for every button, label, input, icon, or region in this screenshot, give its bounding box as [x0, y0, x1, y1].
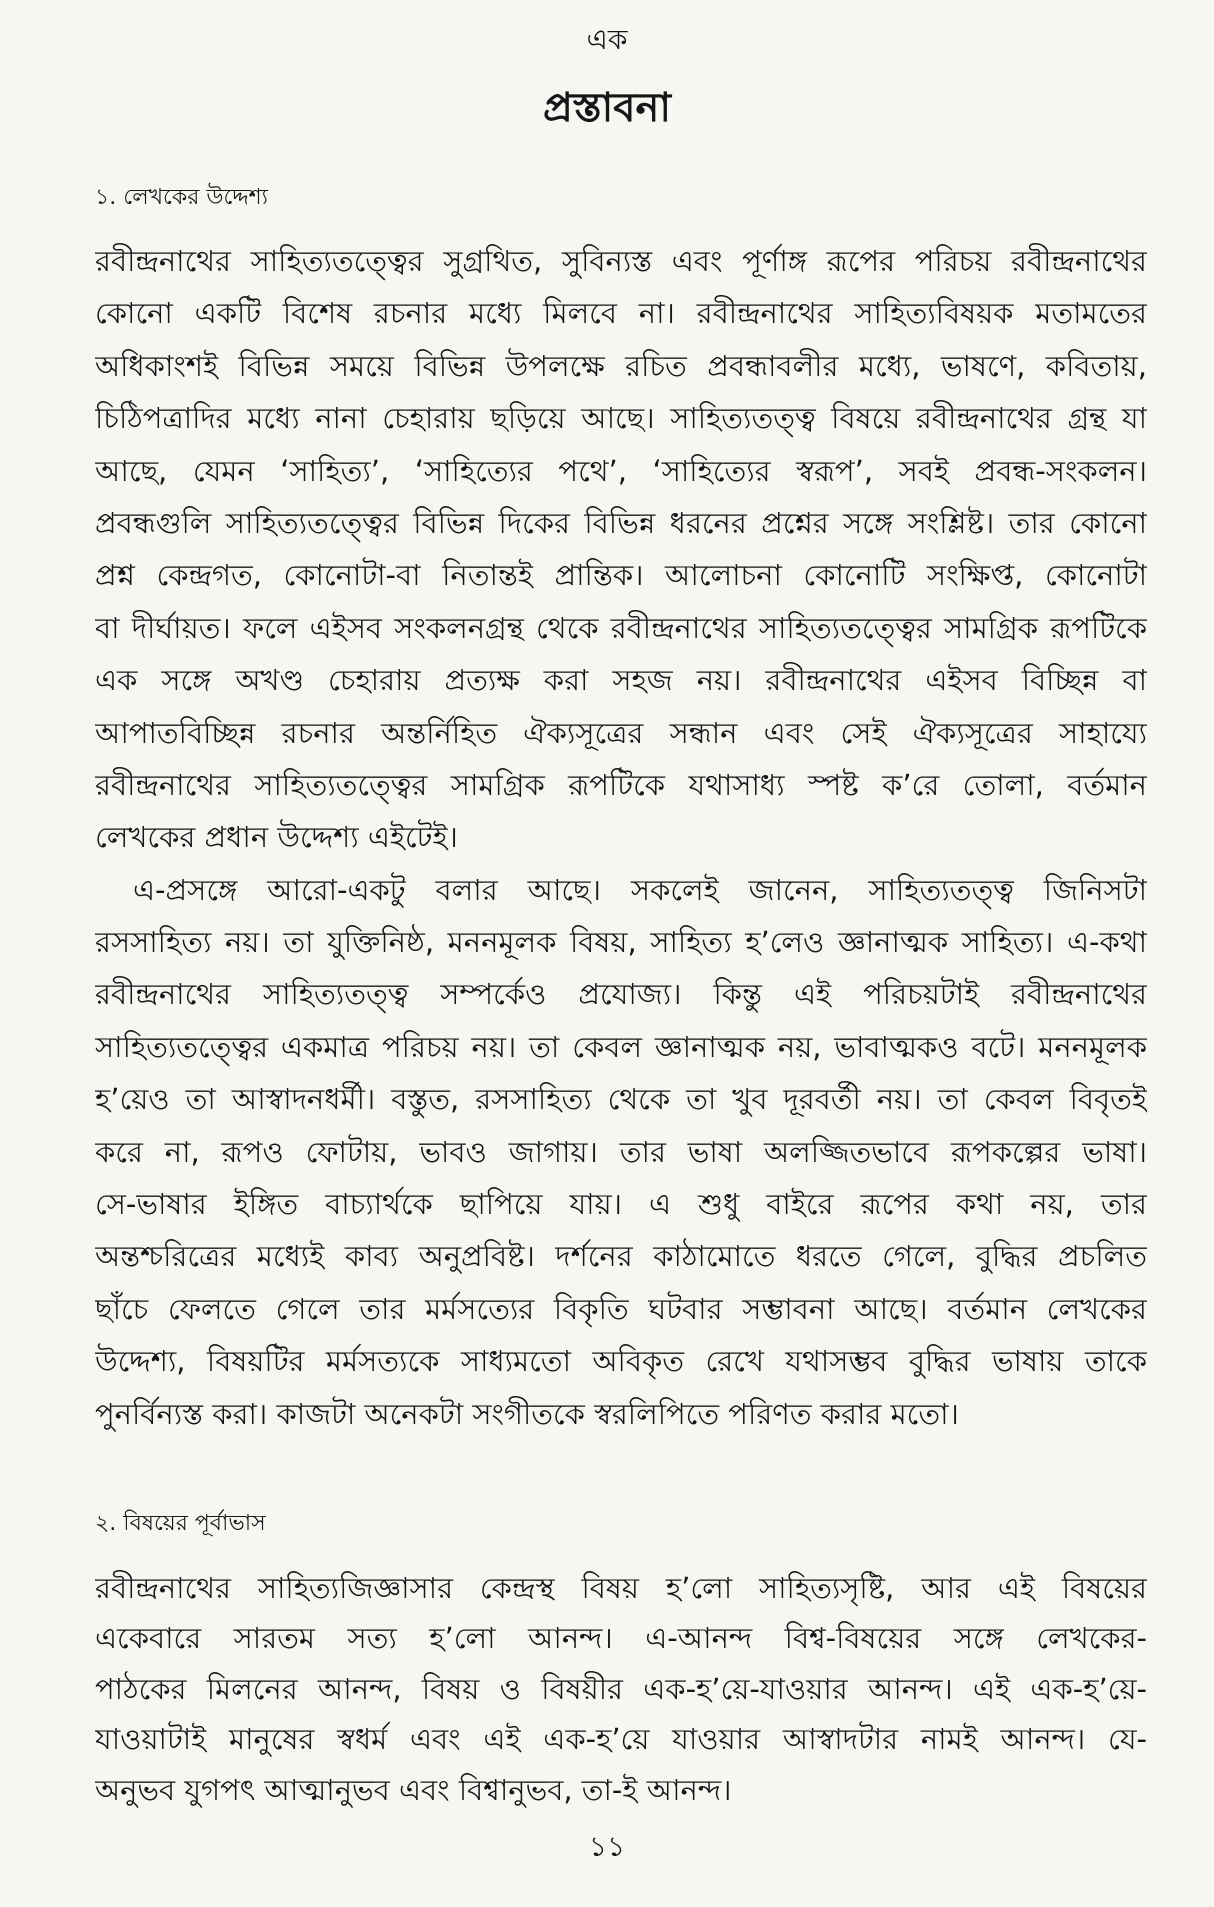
paragraph: [95, 235, 1147, 864]
text-line: পাঠকের মিলনের আনন্দ, বিষয় ও বিষয়ীর এক-হ’য়ে-যাওয়ার আনন্দ। এই এক-হ’য়ে-: [95, 1671, 1147, 1706]
text-line: রবীন্দ্রনাথের সাহিত্যজিজ্ঞাসার কেন্দ্রস্থ বিষয় হ’লো সাহিত্যসৃষ্টি, আর এই বিষয়ের: [95, 1571, 1147, 1605]
chapter-number: এক: [586, 23, 628, 56]
text-line: অন্তশ্চরিত্রের মধ্যেই কাব্য অনুপ্রবিষ্ট। দর্শনের কাঠামোতে ধরতে গেলে, বুদ্ধির প্রচলিত: [95, 1239, 1147, 1274]
text-line: করে না, রূপও ফোটায়, ভাবও জাগায়। তার ভাষা অলজ্জিতভাবে রূপকল্পের ভাষা।: [95, 1134, 1147, 1169]
page-number: ১১: [588, 1830, 626, 1863]
text-line: প্রশ্ন কেন্দ্রগত, কোনোটা-বা নিতান্তই প্রান্তিক। আলোচনা কোনোটি সংক্ষিপ্ত, কোনোটা: [95, 558, 1147, 593]
text-line: সাহিত্যতত্ত্বের একমাত্র পরিচয় নয়। তা কেবল জ্ঞানাত্মক নয়, ভাবাত্মকও বটে। মননমূলক: [95, 1029, 1147, 1064]
text-line: সে-ভাষার ইঙ্গিত বাচ্যার্থকে ছাপিয়ে যায়। এ শুধু বাইরে রূপের কথা নয়, তার: [95, 1187, 1147, 1222]
chapter-title: প্রস্তাবনা: [543, 85, 671, 131]
section-heading: ২. বিষয়ের পূর্বাভাস: [95, 1511, 266, 1536]
text-line: উদ্দেশ্য, বিষয়টির মর্মসত্যকে সাধ্যমতো অবিকৃত রেখে যথাসম্ভব বুদ্ধির ভাষায় তাকে: [95, 1344, 1147, 1379]
text-line: হ’য়েও তা আস্বাদনধর্মী। বস্তুত, রসসাহিত্য থেকে তা খুব দূরবর্তী নয়। তা কেবল বিবৃতই: [95, 1082, 1147, 1117]
text-line: অনুভব যুগপৎ আত্মানুভব এবং বিশ্বানুভব, তা-ই আনন্দ।: [95, 1772, 732, 1807]
text-line: আপাতবিচ্ছিন্ন রচনার অন্তর্নিহিত ঐক্যসূত্রের সন্ধান এবং সেই ঐক্যসূত্রের সাহায্যে: [95, 715, 1147, 750]
text-line: রবীন্দ্রনাথের সাহিত্যতত্ত্বের সামগ্রিক রূপটিকে যথাসাধ্য স্পষ্ট ক’রে তোলা, বর্তমান: [95, 767, 1147, 802]
text-line: কোনো একটি বিশেষ রচনার মধ্যে মিলবে না। রবীন্দ্রনাথের সাহিত্যবিষয়ক মতামতের: [95, 296, 1147, 331]
text-line: একেবারে সারতম সত্য হ’লো আনন্দ। এ-আনন্দ বিশ্ব-বিষয়ের সঙ্গে লেখকের-: [95, 1621, 1147, 1656]
text-line: বা দীর্ঘায়ত। ফলে এইসব সংকলনগ্রন্থ থেকে রবীন্দ্রনাথের সাহিত্যতত্ত্বের সামগ্রিক রূপটিকে: [95, 610, 1147, 645]
text-line: এক সঙ্গে অখণ্ড চেহারায় প্রত্যক্ষ করা সহজ নয়। রবীন্দ্রনাথের এইসব বিচ্ছিন্ন বা: [95, 663, 1147, 698]
paragraph: [95, 1563, 1147, 1815]
text-line: রবীন্দ্রনাথের সাহিত্যতত্ত্ব সম্পর্কেও প্রযোজ্য। কিন্তু এই পরিচয়টাই রবীন্দ্রনাথের: [95, 977, 1147, 1012]
text-line: রবীন্দ্রনাথের সাহিত্যতত্ত্বের সুগ্রথিত, সুবিন্যস্ত এবং পূর্ণাঙ্গ রূপের পরিচয় রবীন্দ্রনাথের: [95, 244, 1147, 278]
text-line: ছাঁচে ফেলতে গেলে তার মর্মসত্যের বিকৃতি ঘটবার সম্ভাবনা আছে। বর্তমান লেখকের: [95, 1291, 1147, 1326]
text-line: পুনর্বিন্যস্ত করা। কাজটা অনেকটা সংগীতকে স্বরলিপিতে পরিণত করার মতো।: [95, 1396, 959, 1431]
section-body: [95, 1563, 1147, 1815]
text-line: প্রবন্ধগুলি সাহিত্যতত্ত্বের বিভিন্ন দিকের বিভিন্ন ধরনের প্রশ্নের সঙ্গে সংশ্লিষ্ট। তার কোনো: [95, 505, 1147, 540]
text-line: যাওয়াটাই মানুষের স্বধর্ম এবং এই এক-হ’য়ে যাওয়ার আস্বাদটার নামই আনন্দ। যে-: [95, 1722, 1147, 1757]
text-line: অধিকাংশই বিভিন্ন সময়ে বিভিন্ন উপলক্ষে রচিত প্রবন্ধাবলীর মধ্যে, ভাষণে, কবিতায়,: [95, 348, 1147, 383]
text-line: রসসাহিত্য নয়। তা যুক্তিনিষ্ঠ, মননমূলক বিষয়, সাহিত্য হ’লেও জ্ঞানাত্মক সাহিত্য। এ-কথা: [95, 925, 1147, 960]
text-line: আছে, যেমন ‘সাহিত্য’, ‘সাহিত্যের পথে’, ‘সাহিত্যের স্বরূপ’, সবই প্রবন্ধ-সংকলন।: [95, 453, 1147, 488]
section-heading: ১. লেখকের উদ্দেশ্য: [95, 185, 269, 210]
text-line: লেখকের প্রধান উদ্দেশ্য এইটেই।: [95, 820, 458, 855]
paragraph: [95, 864, 1147, 1440]
text-line: এ-প্রসঙ্গে আরো-একটু বলার আছে। সকলেই জানেন, সাহিত্যতত্ত্ব জিনিসটা: [133, 872, 1147, 907]
section-body: [95, 235, 1147, 1440]
text-line: চিঠিপত্রাদির মধ্যে নানা চেহারায় ছড়িয়ে আছে। সাহিত্যতত্ত্ব বিষয়ে রবীন্দ্রনাথের গ্রন্থ যা: [95, 401, 1147, 436]
